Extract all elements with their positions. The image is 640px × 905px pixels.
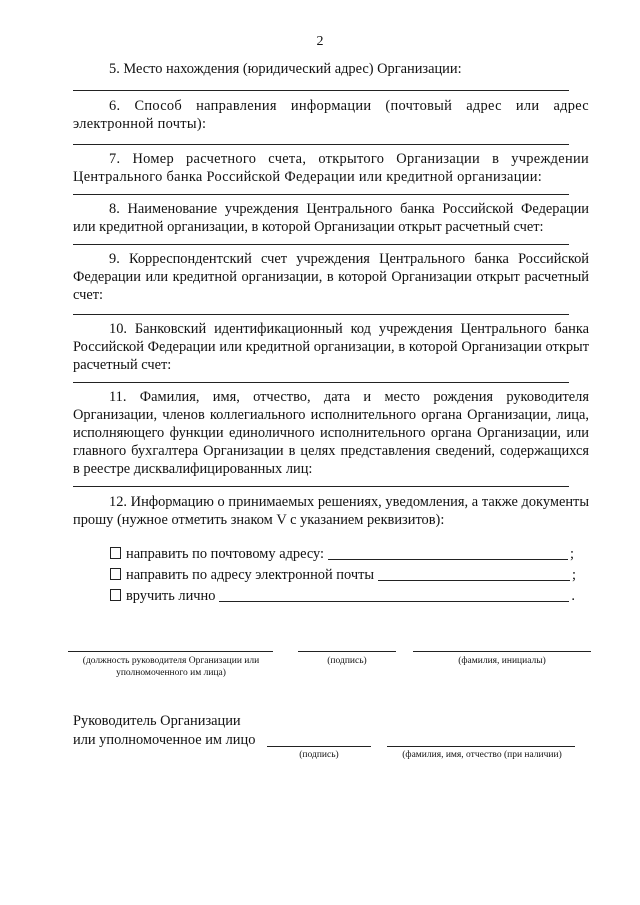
signature-caption-2: (подпись) [299,750,339,760]
item-10-text: 10. Банковский идентификационный код учреждения Центрального банка Российской Федерации или кредитной организации, в которой Организации открыт расчетный счет: [73,321,589,373]
option-in-person-end: . [571,588,576,604]
item-8-fill-line[interactable] [73,244,569,245]
item-11-text: 11. Фамилия, имя, отчество, дата и место рождения руководителя Организации, членов коллегиального исполнительного органа Организации, лица, исполняющего функции единоличного исполнительного органа Организации, или главного бухгалтера Организации в целях представления сведений, содержащихся в реестре дисквалифицированных лиц: [73,389,589,477]
option-email-end: ; [572,567,577,583]
option-postal-line[interactable] [328,559,568,560]
item-11-fill-line[interactable] [73,486,569,487]
name-caption-1: (фамилия, инициалы) [458,656,546,666]
item-10-fill-line[interactable] [73,382,569,383]
head-label-line2: или уполномоченное им лицо [73,732,256,748]
item-9-fill-line[interactable] [73,314,569,315]
item-6-fill-line[interactable] [73,144,569,145]
option-in-person-line[interactable] [219,601,569,602]
position-caption: (должность руководителя Организации или уполномоченного им лица) [82,656,260,678]
item-5-fill-line[interactable] [73,90,569,91]
option-postal-label: направить по почтовому адресу: [126,546,325,562]
option-email-line[interactable] [378,580,570,581]
option-in-person-label: вручить лично [126,588,216,604]
item-7-text: 7. Номер расчетного счета, открытого Организации в учреждении Центрального банка Российской Федерации или кредитной организации: [73,151,589,185]
signature-line-2[interactable] [267,746,371,747]
option-in-person[interactable] [110,587,575,605]
name-line-2[interactable] [387,746,575,747]
signature-line-1[interactable] [298,651,396,652]
checkbox-icon[interactable] [110,568,121,580]
signature-caption-1: (подпись) [327,656,367,666]
item-5-text: 5. Место нахождения (юридический адрес) Организации: [109,61,462,77]
item-9-text: 9. Корреспондентский счет учреждения Центрального банка Российской Федерации или кредитной организации, в которой Организации открыт расчетный счет: [73,251,589,303]
checkbox-icon[interactable] [110,547,121,559]
item-12-text: 12. Информацию о принимаемых решениях, уведомления, а также документы прошу (нужное отметить знаком V с указанием реквизитов): [73,494,589,528]
page-number: 2 [316,34,324,49]
position-line[interactable] [68,651,273,652]
head-label-line1: Руководитель Организации [73,713,241,729]
item-6-text: 6. Способ направления информации (почтовый адрес или адрес электронной почты): [73,98,589,132]
item-8-text: 8. Наименование учреждения Центрального банка Российской Федерации или кредитной организации, в которой Организации открыт расчетный счет: [73,201,589,235]
option-postal-end: ; [570,546,575,562]
option-email-label: направить по адресу электронной почты [126,567,375,583]
name-line-1[interactable] [413,651,591,652]
option-postal[interactable] [110,545,574,563]
option-email[interactable] [110,566,576,584]
checkbox-icon[interactable] [110,589,121,601]
item-7-fill-line[interactable] [73,194,569,195]
name-caption-2: (фамилия, имя, отчество (при наличии) [402,750,562,760]
